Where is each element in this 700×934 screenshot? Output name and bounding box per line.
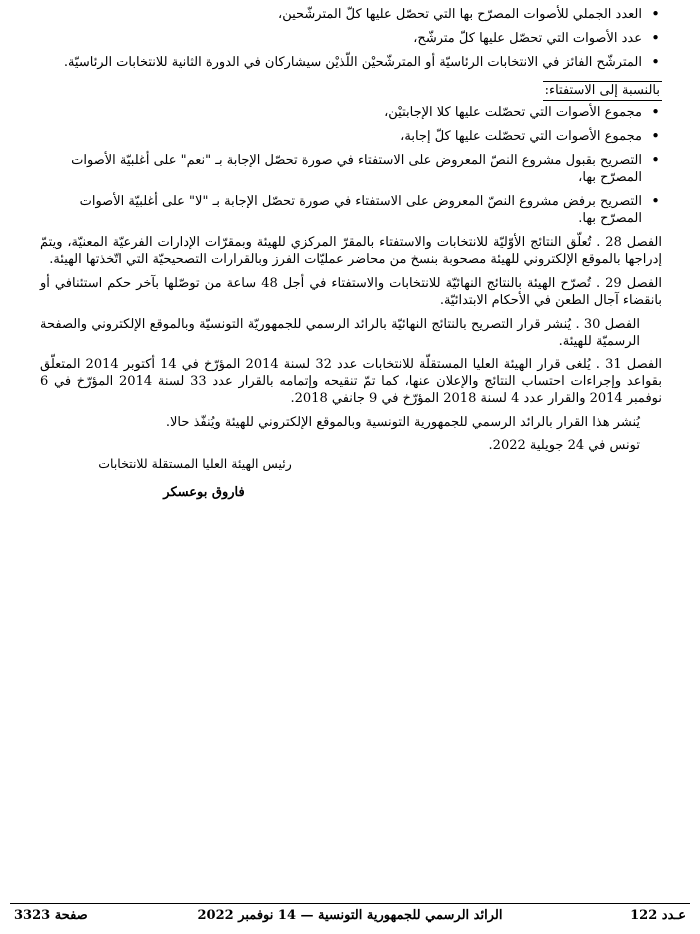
publication-clause: يُنشر هذا القرار بالرائد الرسمي للجمهورية التونسية وبالموقع الإلكتروني للهيئة ويُنفّذ حالا. xyxy=(165,415,640,430)
referendum-bullet-list xyxy=(40,104,662,227)
document-body xyxy=(40,6,662,460)
list-item: • عدد الأصوات التي تحصّل عليها كلّ مترشّح، xyxy=(40,30,662,47)
referendum-heading: بالنسبة إلى الاستفتاء: xyxy=(543,81,662,101)
list-item: • مجموع الأصوات التي تحصّلت عليها كلا الإجابتيْن، xyxy=(40,104,662,121)
list-item: • التصريح بقبول مشروع النصّ المعروض على الاستفتاء في صورة تحصّل الإجابة بـ "نعم" على أغلبيّة الأصوات المصرّح بها، xyxy=(40,152,662,186)
issue-number: عـدد 122 xyxy=(630,908,686,923)
date-line: تونس في 24 جويلية 2022. xyxy=(488,438,640,453)
list-item: • مجموع الأصوات التي تحصّلت عليها كلّ إجابة، xyxy=(40,128,662,145)
page-number: صفحة 3323 xyxy=(14,908,88,923)
signatory-name: فاروق بوعسكر xyxy=(163,485,245,500)
list-item: • التصريح برفض مشروع النصّ المعروض على الاستفتاء في صورة تحصّل الإجابة بـ "لا" على أغلبيّة الأصوات المصرّح بها. xyxy=(40,193,662,227)
results-bullet-list xyxy=(40,6,662,71)
page-footer xyxy=(14,908,686,928)
article-29: الفصل 29 . تُصرّح الهيئة بالنتائج النهائيّة للانتخابات والاستفتاء في أجل 48 ساعة من توصّلها بآخر حكم استئنافي أو بانقضاء آجال الطعن في الأحكام الابتدائيّة. xyxy=(40,276,662,308)
footer-divider xyxy=(10,903,690,904)
article-30: الفصل 30 . يُنشر قرار التصريح بالنتائج النهائيّة بالرائد الرسمي للجمهوريّة التونسيّة وبالموقع الإلكتروني والصفحة الرسميّة للهيئة. xyxy=(40,317,640,349)
list-item: • المترشّح الفائز في الانتخابات الرئاسيّة أو المترشّحيْن اللّذيْن سيشاركان في الدورة الثانية للانتخابات الرئاسيّة. xyxy=(40,54,662,71)
list-item: • العدد الجملي للأصوات المصرّح بها التي تحصّل عليها كلّ المترشّحين، xyxy=(40,6,662,23)
journal-title: الرائد الرسمي للجمهورية التونسية — 14 نوفمبر 2022 xyxy=(197,908,503,923)
article-31: الفصل 31 . يُلغى قرار الهيئة العليا المستقلّة للانتخابات عدد 32 لسنة 2014 المؤرّخ في 14 أكتوبر 2014 المتعلّق بقواعد وإجراءات احتساب النتائج والإعلان عنها، كما تمّ تنقيحه وإتمامه بالقرار عدد 33 لسنة 2014 المؤرّخ في 6 نوفمبر 2014 والقرار عدد 4 لسنة 2018 المؤرّخ في 9 جانفي 2018. xyxy=(40,357,663,406)
signatory-title: رئيس الهيئة العليا المستقلة للانتخابات xyxy=(98,456,292,471)
signature-block xyxy=(95,455,295,503)
article-28: الفصل 28 . تُعلّق النتائج الأوّليّة للانتخابات والاستفتاء بالمقرّ المركزي للهيئة وبمقرّات الإدارات الفرعيّة المعنيّة، ويتمّ إدراجها بالموقع الإلكتروني للهيئة مصحوبة بنسخ من محاضر عمليّات الفرز وبالقرارات التصحيحيّة التي اتّخذتها الهيئة. xyxy=(40,235,662,267)
